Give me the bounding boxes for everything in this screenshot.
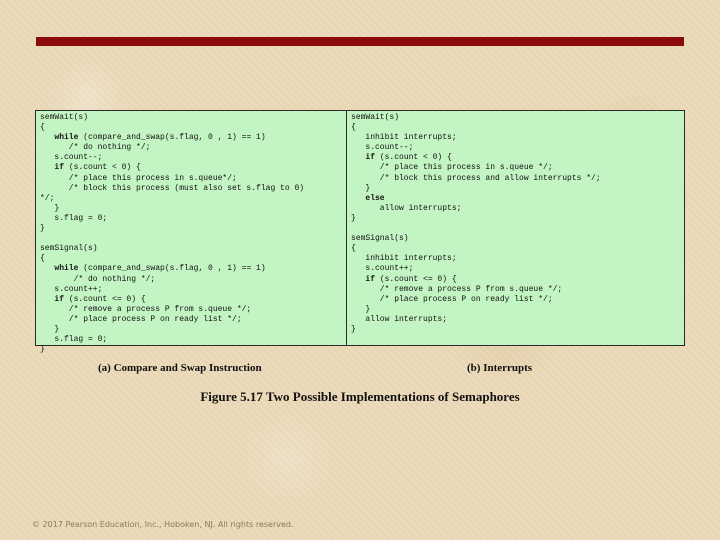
title-bar [36,37,684,46]
code-figure [35,110,685,355]
code-line: { [40,123,45,133]
code-line: } [40,324,60,334]
code-line: allow interrupts; [351,314,448,324]
code-line: inhibit interrupts; [351,133,457,143]
code-line: } [351,183,371,193]
code-line: /* block this process and allow interrupts */; [351,173,601,183]
code-line: /* place this process in s.queue*/; [40,173,237,183]
code-line: } [351,304,371,314]
code-line: /* do nothing */; [40,274,156,284]
code-line: /* place this process in s.queue */; [351,163,553,173]
compare-and-swap-code [40,113,342,355]
copyright-notice: © 2017 Pearson Education, Inc., Hoboken, NJ. All rights reserved. [32,520,294,529]
compare-and-swap-panel [36,111,347,355]
figure-title: Figure 5.17 Two Possible Implementations of Semaphores [200,389,520,404]
code-line: /* place process P on ready list */; [351,294,553,304]
code-line: { [40,254,45,264]
interrupts-panel [347,111,684,345]
code-line: if (s.count <= 0) { [54,294,146,304]
caption-compare-and-swap: (a) Compare and Swap Instruction [98,362,262,374]
code-line: semWait(s) [40,113,89,122]
code-line: */; [40,193,55,203]
code-line: { [351,123,356,133]
code-line: semWait(s) [351,113,400,122]
code-line: } [40,224,45,234]
code-line: s.flag = 0; [40,335,108,345]
code-line: else [365,193,385,203]
code-line: semSignal(s) [351,234,409,244]
code-line: } [351,324,356,334]
code-line: /* remove a process P from s.queue */; [40,304,252,314]
code-line: s.count++; [40,284,103,294]
interrupts-code [351,113,680,335]
code-line: /* remove a process P from s.queue */; [351,284,563,294]
code-line: if (s.count < 0) { [365,153,452,163]
code-line: { [351,244,356,254]
code-line: s.flag = 0; [40,213,108,223]
code-line: if (s.count < 0) { [54,163,141,173]
code-line: while (compare_and_swap(s.flag, 0 , 1) == 1) [54,264,266,274]
code-line: semSignal(s) [40,244,98,254]
code-line: /* block this process (must also set s.flag to 0) [40,183,305,193]
caption-interrupts: (b) Interrupts [467,362,533,374]
code-line: inhibit interrupts; [351,254,457,264]
code-line: if (s.count <= 0) { [365,274,457,284]
code-line: s.count--; [40,153,103,163]
code-line: s.count++; [351,264,414,274]
code-line: } [351,213,356,223]
code-line: while (compare_and_swap(s.flag, 0 , 1) == 1) [54,133,266,143]
code-line: } [40,345,45,355]
code-line: s.count--; [351,143,414,153]
code-line: allow interrupts; [351,203,462,213]
code-line: /* place process P on ready list */; [40,314,242,324]
code-line: /* do nothing */; [40,143,151,153]
code-line: } [40,203,60,213]
